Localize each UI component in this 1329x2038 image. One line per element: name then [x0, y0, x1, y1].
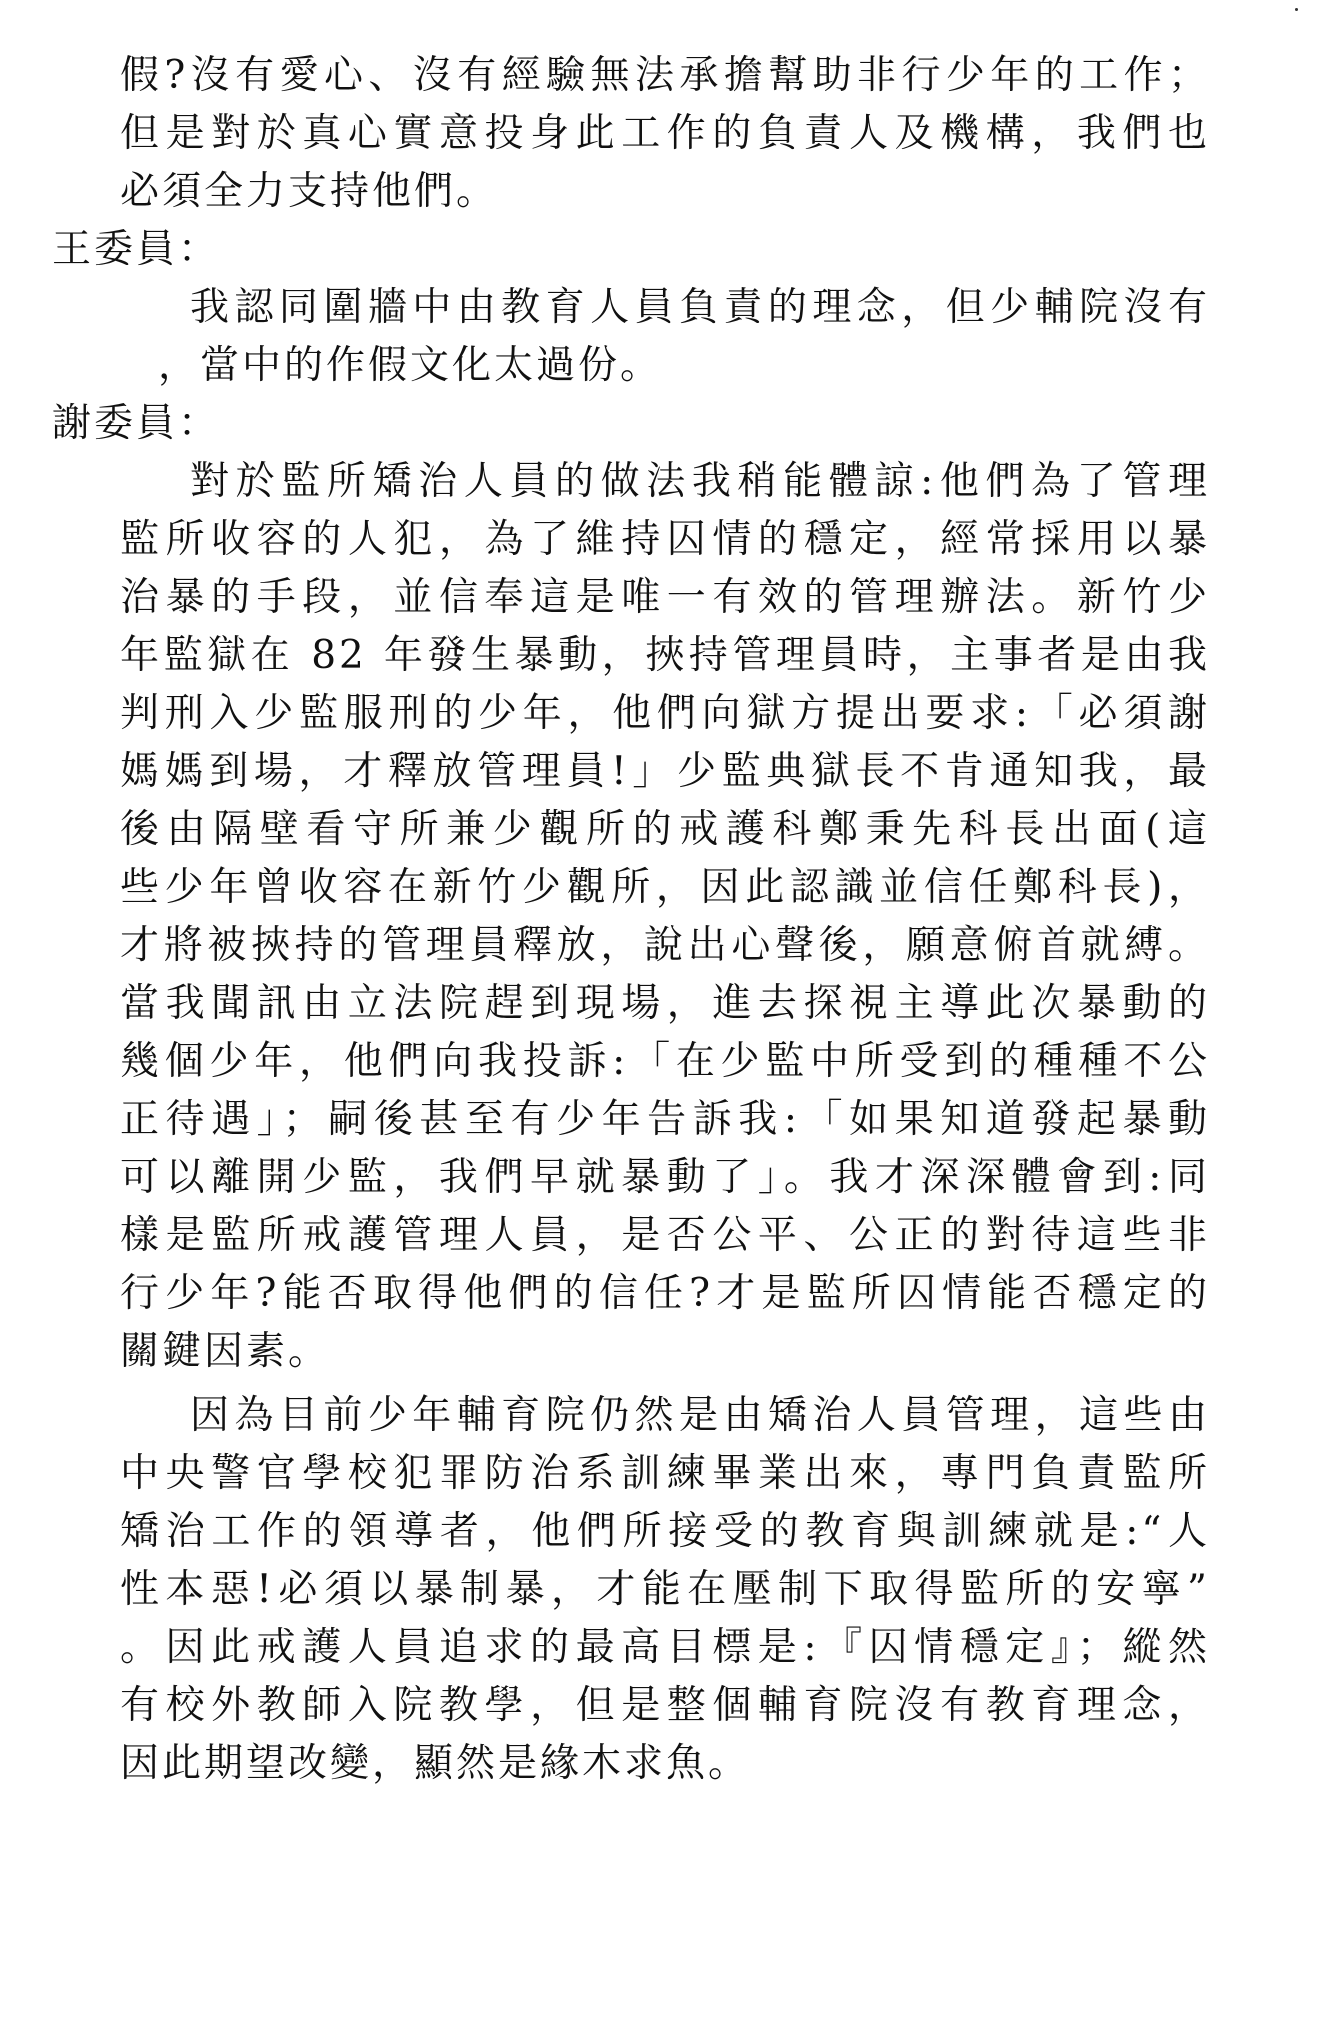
speaker-label: 王委員：	[52, 227, 221, 272]
text-line: 有校外教師入院教學，但是整個輔育院沒有教育理念，	[120, 1683, 1210, 1728]
text-line: 但是對於真心實意投身此工作的負責人及機構，我們也	[120, 111, 1210, 156]
text-line: 。因此戒護人員追求的最高目標是:『囚情穩定』；縱然	[120, 1625, 1210, 1670]
text-line: 我認同圍牆中由教育人員負責的理念，但少輔院沒有	[190, 285, 1210, 330]
text-line: 才將被挾持的管理員釋放，說出心聲後，願意俯首就縛。	[120, 923, 1210, 968]
text-line: 因此期望改變，顯然是緣木求魚。	[120, 1741, 751, 1786]
text-line: 監所收容的人犯，為了維持囚情的穩定，經常採用以暴	[120, 517, 1210, 562]
text-line: 因為目前少年輔育院仍然是由矯治人員管理，這些由	[190, 1393, 1210, 1438]
text-line: 必須全力支持他們。	[120, 169, 499, 214]
text-line: 幾個少年，他們向我投訴:「在少監中所受到的種種不公	[120, 1039, 1210, 1084]
text-line: 當我聞訊由立法院趕到現場，進去探視主導此次暴動的	[120, 981, 1210, 1026]
text-line: 矯治工作的領導者，他們所接受的教育與訓練就是:“人	[120, 1509, 1210, 1554]
text-line: 假?沒有愛心、沒有經驗無法承擔幫助非行少年的工作；	[120, 53, 1210, 98]
text-line: 可以離開少監，我們早就暴動了」。我才深深體會到:同	[120, 1155, 1210, 1200]
text-line: 媽媽到場，才釋放管理員!」少監典獄長不肯通知我，最	[120, 749, 1210, 794]
text-line: 治暴的手段，並信奉這是唯一有效的管理辦法。新竹少	[120, 575, 1210, 620]
speaker-label: 謝委員：	[52, 401, 221, 446]
text-line: 中央警官學校犯罪防治系訓練畢業出來，專門負責監所	[120, 1451, 1210, 1496]
text-line: 性本惡!必須以暴制暴，才能在壓制下取得監所的安寧”	[120, 1567, 1210, 1612]
text-line: 樣是監所戒護管理人員，是否公平、公正的對待這些非	[120, 1213, 1210, 1258]
text-line: 行少年?能否取得他們的信任?才是監所囚情能否穩定的	[120, 1271, 1210, 1316]
text-line: 正待遇」；嗣後甚至有少年告訴我:「如果知道發起暴動	[120, 1097, 1210, 1142]
text-line: 關鍵因素。	[120, 1329, 331, 1374]
text-line: 後由隔壁看守所兼少觀所的戒護科鄭秉先科長出面(這	[120, 807, 1210, 852]
text-line: 年監獄在 82 年發生暴動，挾持管理員時，主事者是由我	[120, 633, 1210, 678]
text-line: 些少年曾收容在新竹少觀所，因此認識並信任鄭科長)，	[120, 865, 1210, 910]
text-line: ，當中的作假文化太過份。	[158, 343, 663, 388]
text-line: 對於監所矯治人員的做法我稍能體諒:他們為了管理	[190, 459, 1210, 504]
text-line: 判刑入少監服刑的少年，他們向獄方提出要求:「必須謝	[120, 691, 1210, 736]
scan-speck	[1295, 8, 1298, 11]
